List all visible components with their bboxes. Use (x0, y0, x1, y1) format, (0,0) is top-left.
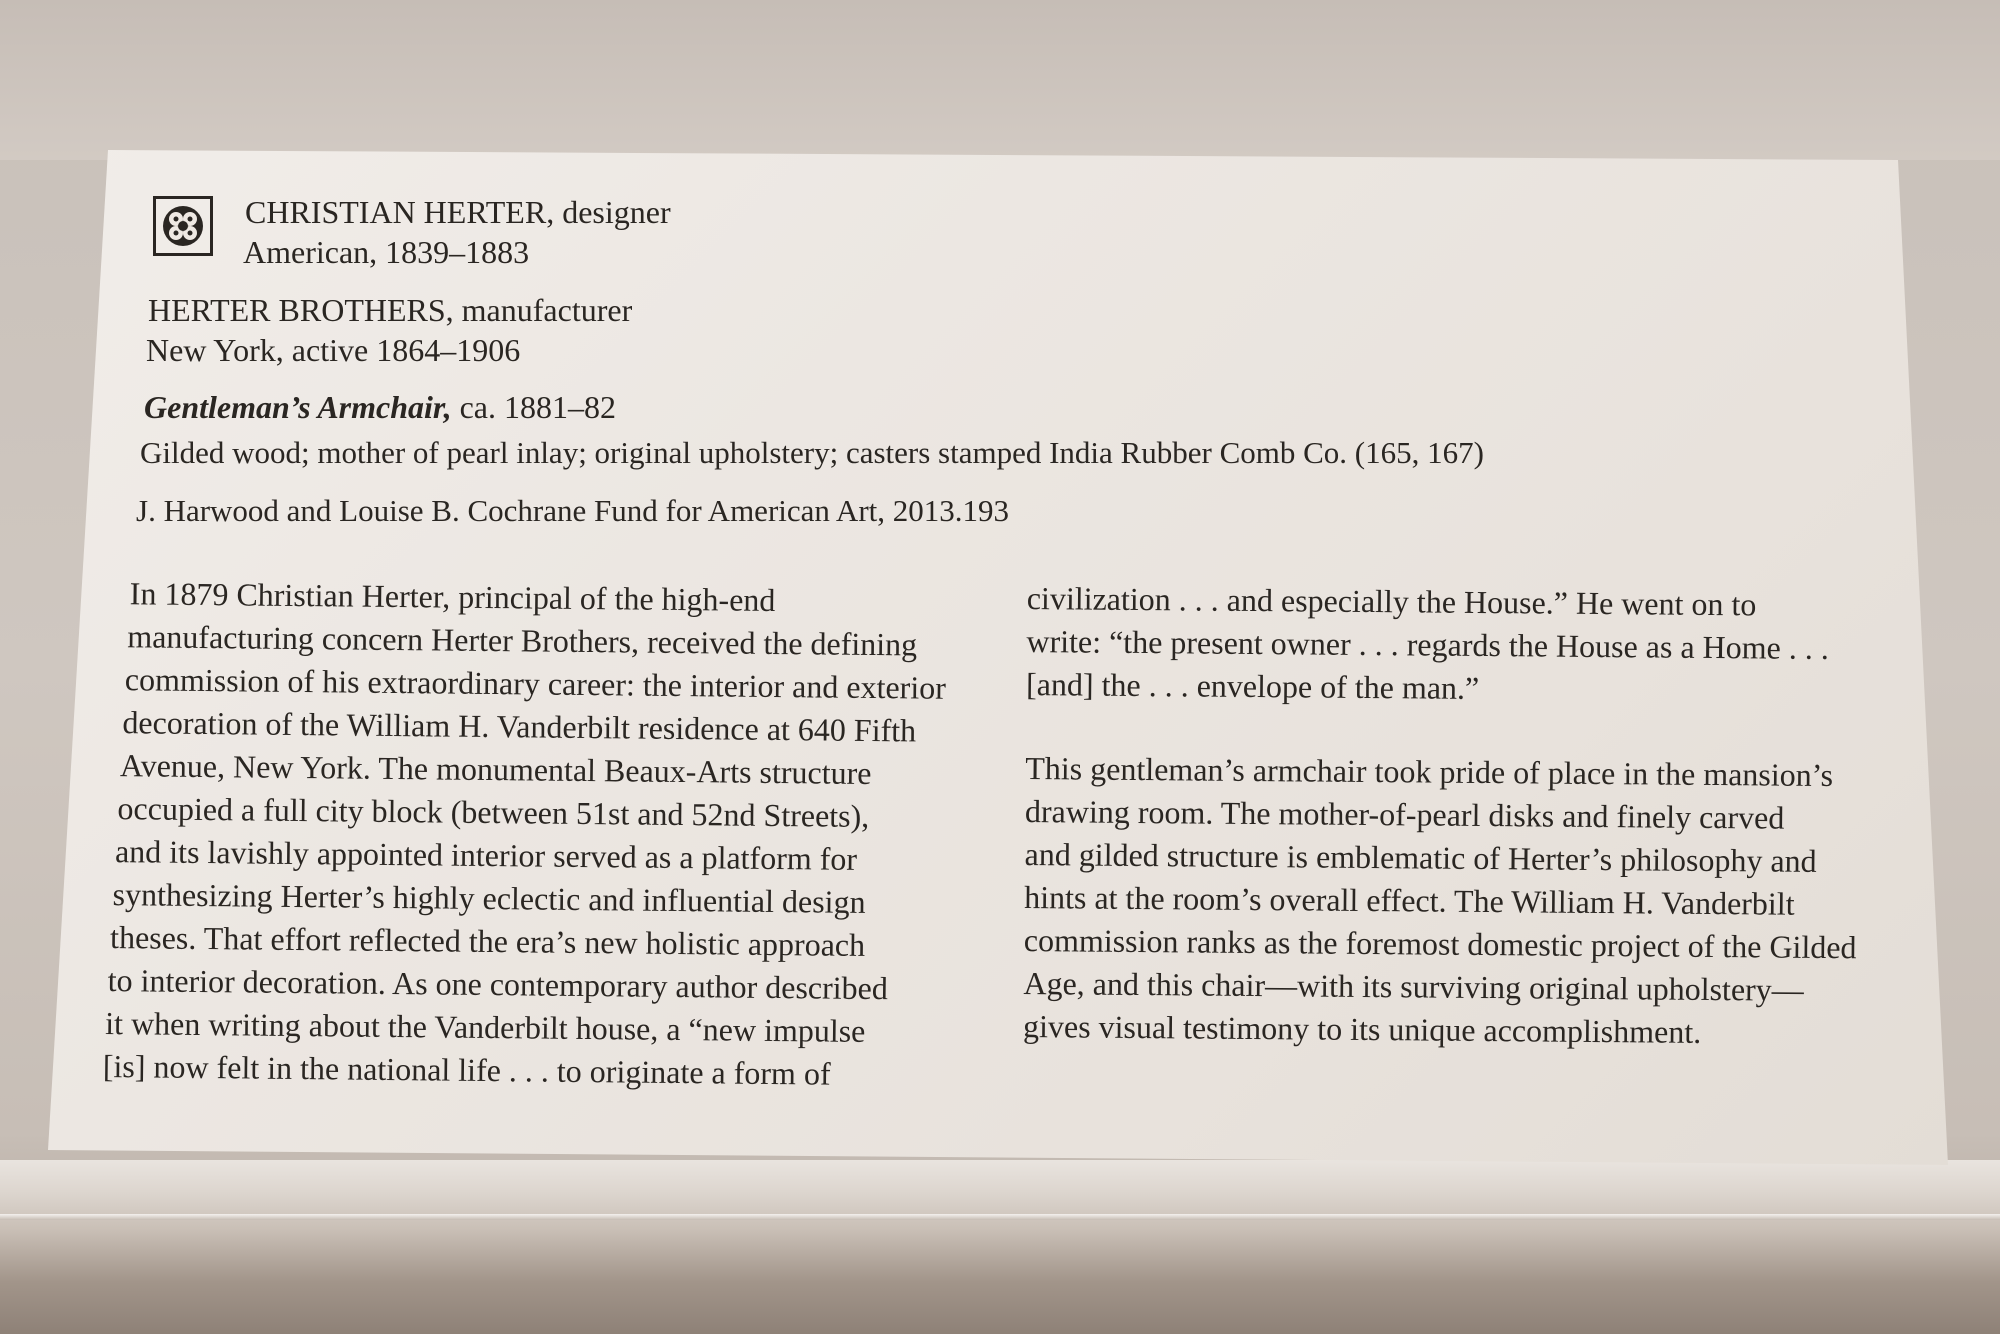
left-line: and its lavishly appointed interior served as a platform for (114, 833, 858, 877)
left-line: theses. That effort reflected the era’s new holistic approach (109, 919, 866, 963)
manufacturer-name: HERTER BROTHERS (148, 292, 446, 328)
left-line: to interior decoration. As one contemporary author described (107, 962, 889, 1007)
left-line: occupied a full city block (between 51st and 52nd Streets), (117, 790, 870, 834)
object-title: Gentleman’s Armchair, (144, 389, 452, 425)
left-line: decoration of the William H. Vanderbilt residence at 640 Fifth (122, 704, 917, 749)
left-line: [is] now felt in the national life . . . to originate a form of (102, 1047, 831, 1092)
object-medium: Gilded wood; mother of pearl inlay; original upholstery; casters stamped India Rubber Comb Co. (165, 167) (140, 435, 1484, 470)
credit-line: J. Harwood and Louise B. Cochrane Fund for American Art, 2013.193 (136, 493, 1010, 528)
right-line: and gilded structure is emblematic of Herter’s philosophy and (1024, 835, 1817, 879)
right-text-column (1023, 577, 1860, 1055)
left-line: commission of his extraordinary career: the interior and exterior (124, 661, 947, 706)
right-line: This gentleman’s armchair took pride of place in the mansion’s (1025, 749, 1834, 794)
manufacturer-line (148, 290, 632, 330)
left-line: Avenue, New York. The monumental Beaux-Arts structure (119, 747, 872, 792)
manufacturer-location: New York, active 1864–1906 (146, 332, 521, 368)
left-line: synthesizing Herter’s highly eclectic and influential design (112, 876, 866, 920)
right-line: hints at the room’s overall effect. The William H. Vanderbilt (1024, 878, 1795, 922)
left-line: manufacturing concern Herter Brothers, received the defining (127, 618, 918, 663)
right-line: civilization . . . and especially the House.” He went on to (1026, 579, 1757, 623)
right-line: drawing room. The mother-of-pearl disks and finely carved (1024, 792, 1785, 836)
manufacturer-role: , manufacturer (445, 292, 633, 328)
left-line: it when writing about the Vanderbilt house, a “new impulse (105, 1004, 866, 1049)
designer-line (245, 192, 671, 232)
right-line: write: “the present owner . . . regards the House as a Home . . . (1026, 622, 1829, 666)
right-line: commission ranks as the foremost domestic project of the Gilded (1023, 921, 1857, 966)
object-date: ca. 1881–82 (451, 389, 616, 425)
left-line: In 1879 Christian Herter, principal of the high-end (129, 575, 776, 618)
right-line: Age, and this chair—with its surviving original upholstery— (1023, 964, 1804, 1008)
right-line: [and] the . . . envelope of the man.” (1025, 665, 1480, 706)
designer-role: , designer (546, 194, 671, 230)
designer-nationality: American, 1839–1883 (243, 234, 530, 270)
designer-name: CHRISTIAN HERTER (245, 194, 547, 230)
object-title-line (144, 387, 616, 427)
floral-seal-icon (153, 196, 213, 256)
left-text-column (103, 572, 947, 1097)
right-line: gives visual testimony to its unique accomplishment. (1022, 1007, 1702, 1050)
